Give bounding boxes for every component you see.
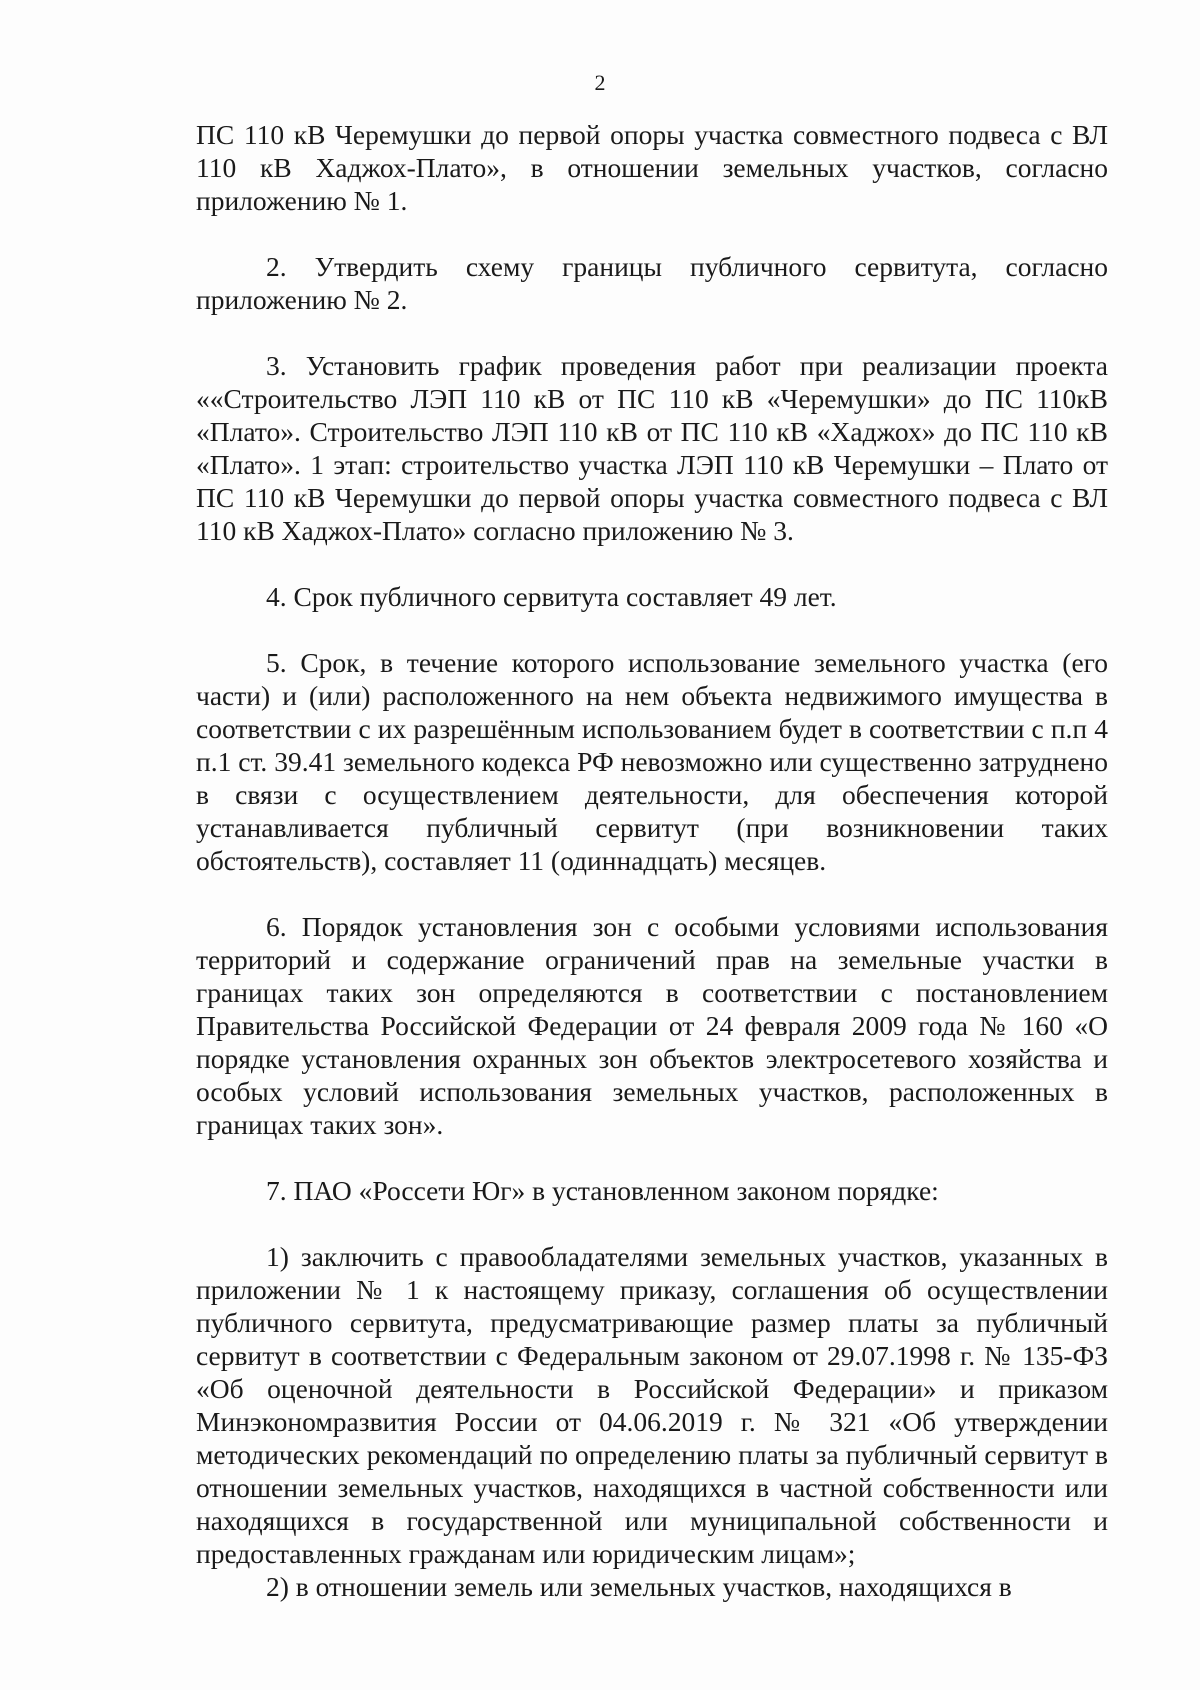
paragraph-item-4: 4. Срок публичного сервитута составляет 49 лет. xyxy=(266,581,837,612)
document-body xyxy=(196,118,1108,1603)
paragraph-subitem-1: 1) заключить с правообладателями земельных участков, указанных в приложении № 1 к настоящему приказу, соглашения об осуществлении публичного сервитута, предусматривающие размер платы за публичный сервитут в соответствии с Федеральным законом от 29.07.1998 г. № 135-ФЗ «Об оценочной деятельности в Российской Федерации» и приказом Минэкономразвития России от 04.06.2019 г. № 321 «Об утверждении методических рекомендаций по определению платы за публичный сервитут в отношении земельных участков, находящихся в частной собственности или находящихся в государственной или муниципальной собственности и предоставленных гражданам или юридическим лицам»; xyxy=(196,1241,1108,1569)
paragraph-item-3: 3. Установить график проведения работ при реализации проекта ««Строительство ЛЭП 110 кВ от ПС 110 кВ «Черемушки» до ПС 110кВ «Плато». Строительство ЛЭП 110 кВ от ПС 110 кВ «Хаджох» до ПС 110 кВ «Плато». 1 этап: строительство участка ЛЭП 110 кВ Черемушки – Плато от ПС 110 кВ Черемушки до первой опоры участка совместного подвеса с ВЛ 110 кВ Хаджох-Плато» согласно приложению № 3. xyxy=(196,350,1108,546)
paragraph-item-7: 7. ПАО «Россети Юг» в установленном законом порядке: xyxy=(266,1175,939,1206)
paragraph-item-2: 2. Утвердить схему границы публичного сервитута, согласно приложению № 2. xyxy=(196,251,1108,315)
paragraph-continuation: ПС 110 кВ Черемушки до первой опоры участка совместного подвеса с ВЛ 110 кВ Хаджох-Плато», в отношении земельных участков, согласно приложению № 1. xyxy=(196,119,1108,216)
paragraph-item-6: 6. Порядок установления зон с особыми условиями использования территорий и содержание ограничений прав на земельные участки в границах таких зон определяются в соответствии с постановлением Правительства Российской Федерации от 24 февраля 2009 года № 160 «О порядке установления охранных зон объектов электросетевого хозяйства и особых условий использования земельных участков, расположенных в границах таких зон». xyxy=(196,911,1108,1140)
page-number: 2 xyxy=(594,70,606,95)
paragraph-subitem-2: 2) в отношении земель или земельных участков, находящихся в xyxy=(266,1571,1012,1602)
paragraph-item-5: 5. Срок, в течение которого использование земельного участка (его части) и (или) расположенного на нем объекта недвижимого имущества в соответствии с их разрешённым использованием будет в соответствии с п.п 4 п.1 ст. 39.41 земельного кодекса РФ невозможно или существенно затруднено в связи с осуществлением деятельности, для обеспечения которой устанавливается публичный сервитут (при возникновении таких обстоятельств), составляет 11 (одиннадцать) месяцев. xyxy=(196,647,1108,876)
